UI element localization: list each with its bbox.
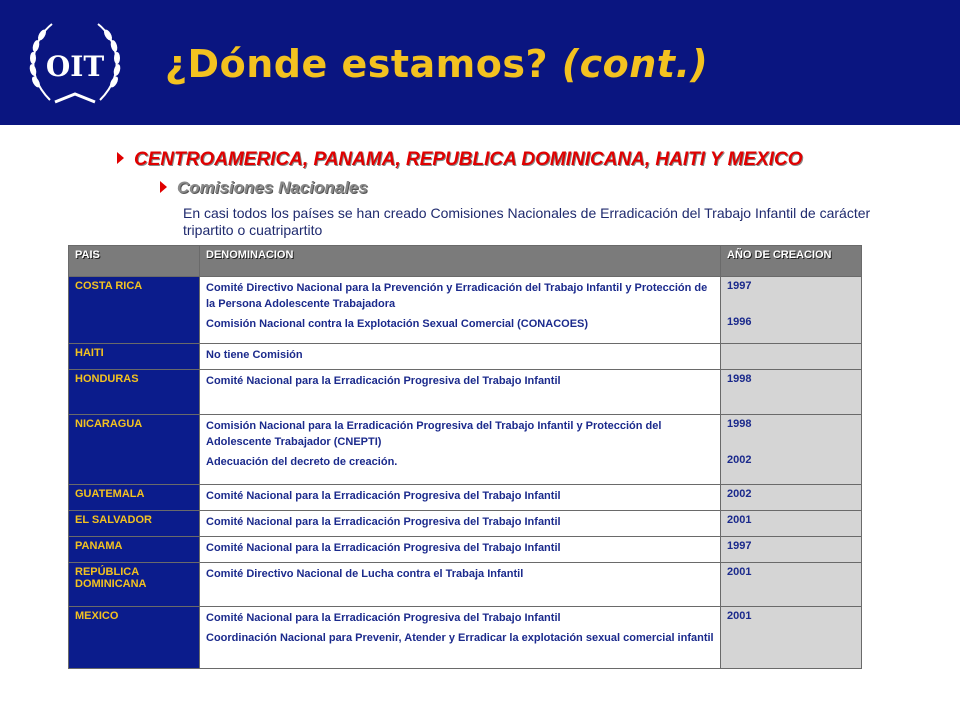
bullet-level2-text: Comisiones Nacionales xyxy=(177,178,368,197)
denomination-line: Comité Nacional para la Erradicación Progresiva del Trabajo Infantil xyxy=(206,612,561,624)
year-cell: 1998 xyxy=(721,370,862,415)
commissions-table xyxy=(68,245,862,669)
year-value: 1996 xyxy=(727,316,752,328)
denomination-cell: Comité Nacional para la Erradicación Progresiva del Trabajo Infantil xyxy=(200,485,721,511)
logo-text: OIT xyxy=(45,50,105,83)
bullet-level1 xyxy=(117,149,803,171)
year-value: 1997 xyxy=(727,280,752,292)
year-cell: 2001 xyxy=(721,563,862,607)
year-cell: 2002 xyxy=(721,485,862,511)
title-main: ¿Dónde estamos? xyxy=(165,42,549,86)
denomination-cell: No tiene Comisión xyxy=(200,344,721,370)
table-row xyxy=(69,415,862,485)
table-header-row xyxy=(69,246,862,277)
country-cell: PANAMA xyxy=(69,537,200,563)
year-value: 1998 xyxy=(727,418,752,430)
table-row xyxy=(69,511,862,537)
table-row xyxy=(69,485,862,511)
denomination-line: Comisión Nacional contra la Explotación Sexual Comercial (CONACOES) xyxy=(206,318,589,330)
country-cell: GUATEMALA xyxy=(69,485,200,511)
table-row xyxy=(69,344,862,370)
year-cell: 2001 xyxy=(721,511,862,537)
denomination-line: Coordinación Nacional para Prevenir, Atender y Erradicar la explotación sexual comercial infantil xyxy=(206,632,714,644)
bullet-level2 xyxy=(160,178,368,198)
bullet-level1-text: CENTROAMERICA, PANAMA, REPUBLICA DOMINICANA, HAITI Y MEXICO xyxy=(134,149,803,170)
country-cell: NICARAGUA xyxy=(69,415,200,485)
country-cell: COSTA RICA xyxy=(69,277,200,344)
table-row xyxy=(69,370,862,415)
page-title xyxy=(165,42,708,86)
denomination-line: Adecuación del decreto de creación. xyxy=(206,456,398,468)
oit-logo-icon xyxy=(20,10,130,120)
denomination-cell: Comité Nacional para la Erradicación Progresiva del Trabajo Infantil xyxy=(200,511,721,537)
denomination-cell: Comité Nacional para la Erradicación Progresiva del Trabajo Infantil xyxy=(200,370,721,415)
denomination-cell: Comité Nacional para la Erradicación Progresiva del Trabajo Infantil xyxy=(200,537,721,563)
year-cell xyxy=(721,344,862,370)
denomination-line: Comité Directivo Nacional para la Prevención y Erradicación del Trabajo Infantil y Protección de la Persona Adolescente Trabajadora xyxy=(206,282,708,310)
year-cell: 2001 xyxy=(721,607,862,669)
header-ano: AÑO DE CREACION xyxy=(721,246,862,277)
header-pais: PAIS xyxy=(69,246,200,277)
year-cell xyxy=(721,415,862,485)
country-cell: MEXICO xyxy=(69,607,200,669)
header-bar xyxy=(0,0,960,125)
intro-text: En casi todos los países se han creado Comisiones Nacionales de Erradicación del Trabajo Infantil de carácter tripartito o cuatripartito xyxy=(183,205,871,238)
year-cell xyxy=(721,277,862,344)
bullet-arrow-icon xyxy=(160,181,167,193)
denomination-cell xyxy=(200,607,721,669)
country-cell: EL SALVADOR xyxy=(69,511,200,537)
title-italic: (cont.) xyxy=(561,42,709,86)
table-row xyxy=(69,277,862,344)
table-row xyxy=(69,537,862,563)
country-cell: HAITI xyxy=(69,344,200,370)
year-value: 2002 xyxy=(727,454,752,466)
country-cell: REPÚBLICA DOMINICANA xyxy=(69,563,200,607)
denomination-line: Comisión Nacional para la Erradicación Progresiva del Trabajo Infantil y Protección del Adolescente Trabajador (CNEPTI) xyxy=(206,420,662,448)
denomination-cell xyxy=(200,277,721,344)
header-denominacion: DENOMINACION xyxy=(200,246,721,277)
denomination-cell xyxy=(200,415,721,485)
table-row xyxy=(69,563,862,607)
bullet-arrow-icon xyxy=(117,152,124,164)
country-cell: HONDURAS xyxy=(69,370,200,415)
year-cell: 1997 xyxy=(721,537,862,563)
denomination-cell: Comité Directivo Nacional de Lucha contra el Trabaja Infantil xyxy=(200,563,721,607)
table-row xyxy=(69,607,862,669)
